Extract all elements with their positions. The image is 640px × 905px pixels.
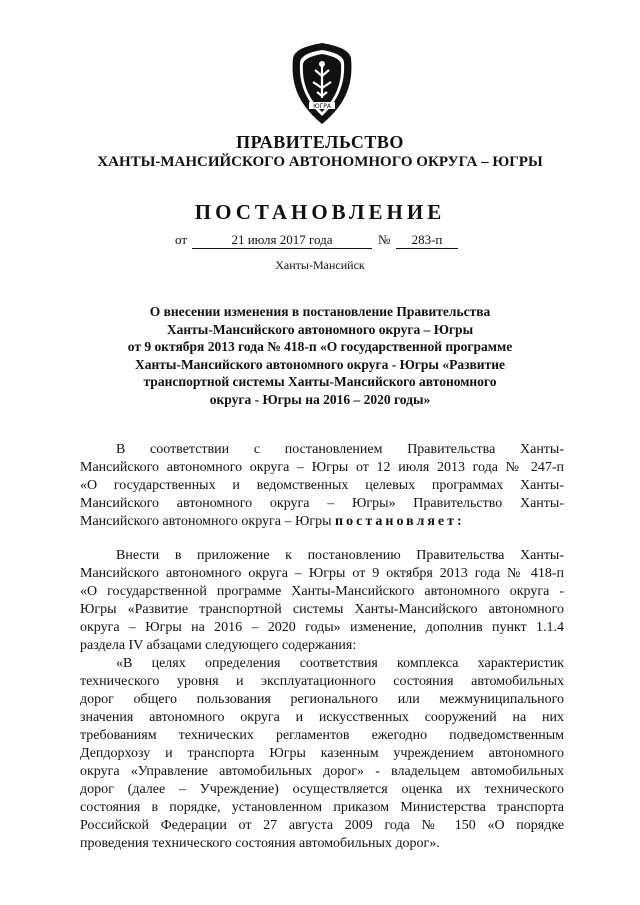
body-line: раздела IV абзацами следующего содержания:	[80, 638, 357, 653]
heading-line: транспортной системы Ханты-Мансийского автономного	[143, 374, 497, 389]
document-date: 21 июля 2017 года	[192, 232, 372, 249]
body-line	[80, 513, 564, 531]
body-line: состояния в порядке, установленном приказом Министерства транспорта	[80, 800, 564, 815]
body-line: проведения технического состояния автомобильных дорог».	[80, 836, 440, 851]
body-line: Югры «Развитие транспортной системы Ханты-Мансийского автономного	[80, 602, 564, 617]
government-subtitle: ХАНТЫ-МАНСИЙСКОГО АВТОНОМНОГО ОКРУГА – ЮГРЫ	[97, 154, 543, 170]
body-line: округа – Югры на 2016 – 2020 годы» изменение, дополнив пункт 1.1.4	[80, 620, 564, 635]
heading-line: от 9 октября 2013 года № 418-п «О государственной программе	[127, 339, 513, 354]
heading-line: Ханты-Мансийского автономного округа – Югры	[166, 321, 474, 337]
body-line: Внести в приложение к постановлению Правительства Ханты-	[116, 548, 564, 563]
heading-line: округа - Югры на 2016 – 2020 годы»	[209, 391, 431, 407]
body-line: Депдорхозу и транспорта Югры казенным учреждением автономного	[80, 746, 564, 761]
body-line: В соответствии с постановлением Правительства Ханты-	[116, 442, 564, 457]
body-line: технического уровня и эксплуатационного состояния автомобильных	[80, 674, 564, 689]
body-line: дорог (далее – Учреждение) осуществляется оценка их технического	[80, 782, 564, 797]
body-line: «О государственных и ведомственных целевых программах Ханты-	[80, 478, 564, 493]
body-line-text: Мансийского автономного округа – Югры	[80, 514, 332, 529]
body-line: значения автономного округа и искусственных сооружений на них	[80, 710, 564, 725]
svg-text:ЮГРА: ЮГРА	[313, 103, 331, 110]
body-line: дорог общего пользования регионального или межмуниципального	[80, 692, 564, 707]
body-line: Мансийского автономного округа – Югры от 12 июля 2013 года № 247-п	[80, 460, 564, 475]
date-prefix: от	[175, 232, 188, 247]
decree-word: постановляет:	[335, 514, 465, 529]
body-line: Мансийского автономного округа – Югры от 9 октября 2013 года № 418-п	[80, 566, 564, 581]
body-line: «О государственной программе Ханты-Мансийского автономного округа -	[80, 584, 564, 599]
heading-line: Ханты-Мансийского автономного округа - Югры «Развитие	[135, 356, 505, 372]
body-line: Российской Федерации от 27 августа 2009 года № 150 «О порядке	[80, 818, 564, 833]
body-line: Мансийского автономного округа – Югры» Правительство Ханты-	[80, 496, 564, 511]
body-line: округа «Управление автомобильных дорог» - владельцем автомобильных	[80, 764, 564, 779]
heading-line: О внесении изменения в постановление Правительства	[149, 304, 491, 319]
coat-of-arms-emblem	[289, 40, 355, 128]
document-number: 283-п	[396, 232, 458, 249]
body-line: требованиям технических регламентов ежегодно подведомственным	[80, 728, 564, 743]
city-name: Ханты-Мансийск	[275, 258, 365, 272]
document-heading	[70, 303, 570, 408]
document-type: ПОСТАНОВЛЕНИЕ	[194, 200, 446, 224]
number-prefix: №	[378, 232, 391, 247]
government-title: ПРАВИТЕЛЬСТВО	[236, 132, 404, 152]
body-line: «В целях определения соответствия комплекса характеристик	[116, 656, 564, 671]
